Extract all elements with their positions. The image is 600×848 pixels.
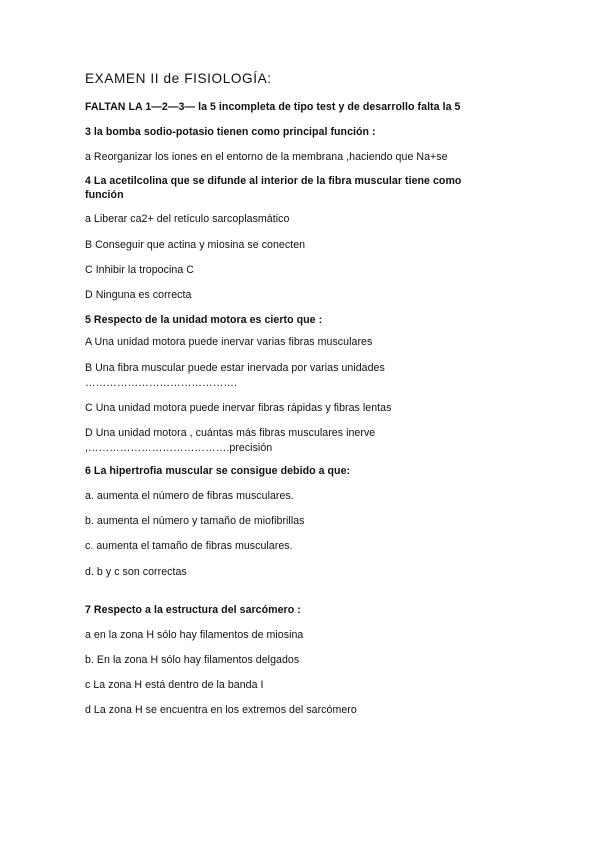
question-4-option-d: D Ninguna es correcta <box>85 289 192 301</box>
question-4-option-a: a Liberar ca2+ del retículo sarcoplasmático <box>85 213 290 225</box>
question-6-option-d: d. b y c son correctas <box>85 566 187 578</box>
question-6: 6 La hipertrofia muscular se consigue debido a que: <box>85 465 351 477</box>
question-3: 3 la bomba sodio-potasio tienen como principal función : <box>85 126 376 138</box>
question-4-line-2: función <box>85 189 124 201</box>
question-5: 5 Respecto de la unidad motora es cierto que : <box>85 314 323 326</box>
question-7: 7 Respecto a la estructura del sarcómero : <box>85 604 301 616</box>
question-5-option-d: D Una unidad motora , cuántas más fibras musculares inerve <box>85 427 376 439</box>
question-6-option-c: c. aumenta el tamaño de fibras musculares. <box>85 540 293 552</box>
question-7-option-a: a en la zona H sólo hay filamentos de miosina <box>85 629 304 641</box>
question-5-option-b-continuation: ……………………………………. <box>85 377 238 389</box>
question-5-option-d-continuation: ,………………………………….precisión <box>85 442 273 454</box>
question-5-option-c: C Una unidad motora puede inervar fibras rápidas y fibras lentas <box>85 402 392 414</box>
question-5-option-a: A Una unidad motora puede inervar varias fibras musculares <box>85 336 373 348</box>
question-6-option-a: a. aumenta el número de fibras musculares. <box>85 490 294 502</box>
question-7-option-c: c La zona H está dentro de la banda I <box>85 679 264 691</box>
question-4-line-1: 4 La acetilcolina que se difunde al interior de la fibra muscular tiene como <box>85 175 462 187</box>
question-4-option-b: B Conseguir que actina y miosina se conecten <box>85 239 306 251</box>
missing-questions-note: FALTAN LA 1—2—3— la 5 incompleta de tipo test y de desarrollo falta la 5 <box>85 101 461 113</box>
question-7-option-b: b. En la zona H sólo hay filamentos delgados <box>85 654 300 666</box>
exam-title: EXAMEN II de FISIOLOGÍA: <box>85 71 272 86</box>
question-3-option-a: a Reorganizar los iones en el entorno de la membrana ,haciendo que Na+se <box>85 151 448 163</box>
question-7-option-d: d La zona H se encuentra en los extremos del sarcómero <box>85 704 357 716</box>
question-5-option-b: B Una fibra muscular puede estar inervada por varias unidades <box>85 362 385 374</box>
question-6-option-b: b. aumenta el número y tamaño de miofibrillas <box>85 515 305 527</box>
question-4-option-c: C Inhibir la tropocina C <box>85 264 194 276</box>
